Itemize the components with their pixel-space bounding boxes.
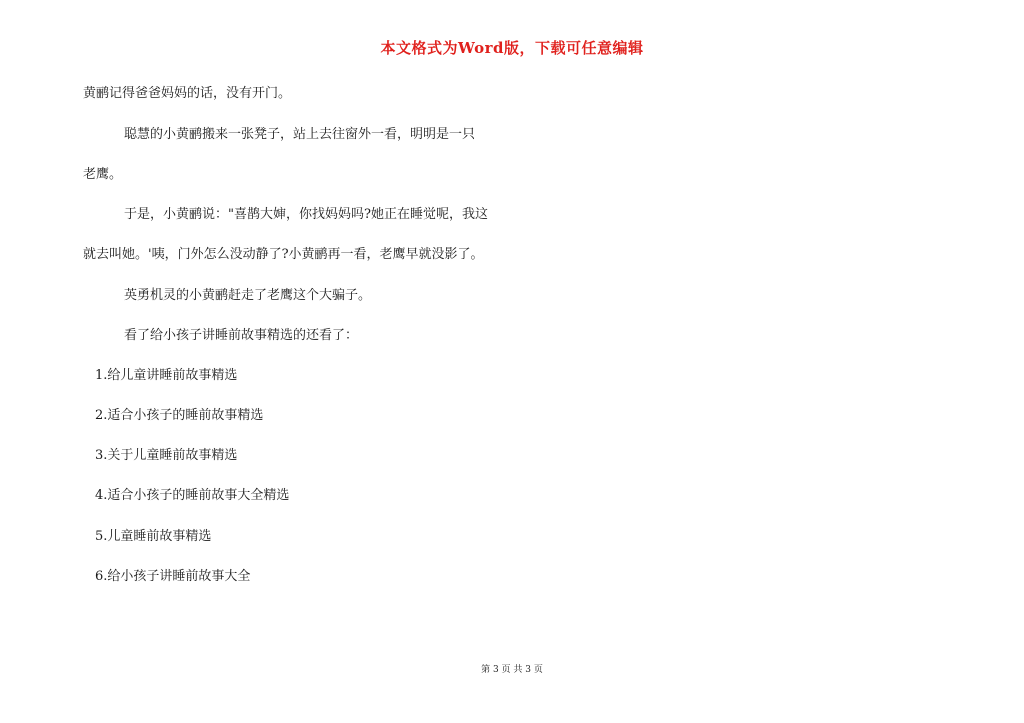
paragraph-line: 老鹰。: [83, 167, 123, 182]
paragraph-line: 于是，小黄鹂说："喜鹊大婶，你找妈妈吗?她正在睡觉呢，我这: [124, 207, 488, 222]
list-item: 5.儿童睡前故事精选: [95, 529, 212, 544]
list-item: 2.适合小孩子的睡前故事精选: [95, 408, 264, 423]
document-banner: 本文格式为Word版，下载可任意编辑: [380, 39, 644, 57]
page-number: 第 3 页 共 3 页: [481, 665, 543, 675]
paragraph-line: 英勇机灵的小黄鹂赶走了老鹰这个大骗子。: [124, 288, 372, 303]
paragraph-line: 黄鹂记得爸爸妈妈的话，没有开门。: [83, 86, 292, 101]
list-item: 3.关于儿童睡前故事精选: [95, 448, 238, 463]
list-item: 4.适合小孩子的睡前故事大全精选: [95, 488, 290, 503]
list-item: 1.给儿童讲睡前故事精选: [95, 368, 238, 383]
paragraph-line: 看了给小孩子讲睡前故事精选的还看了：: [124, 328, 359, 343]
paragraph-line: 就去叫她。'咦，门外怎么没动静了?小黄鹂再一看，老鹰早就没影了。: [83, 247, 484, 262]
paragraph-line: 聪慧的小黄鹂搬来一张凳子，站上去往窗外一看，明明是一只: [124, 127, 476, 142]
list-item: 6.给小孩子讲睡前故事大全: [95, 569, 251, 584]
